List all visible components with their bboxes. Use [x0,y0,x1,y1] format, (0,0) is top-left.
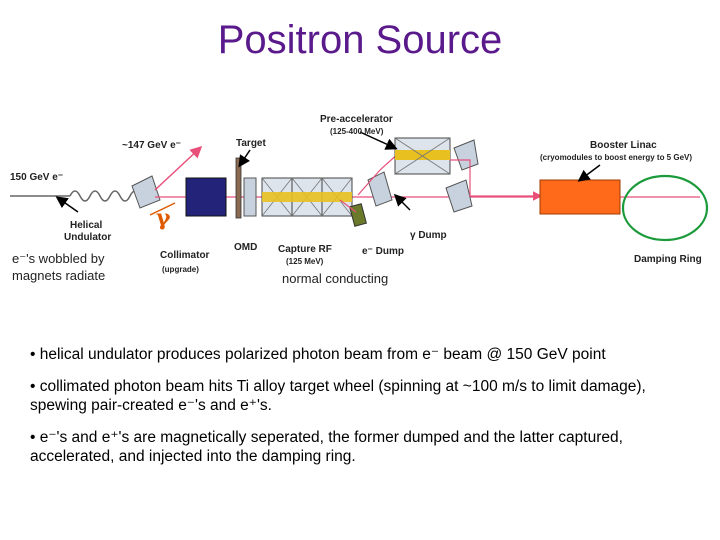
helical-undulator-label-1: Helical [70,220,103,231]
bend-magnet-1 [368,172,392,206]
spent-beam-label: ~147 GeV e⁻ [122,140,181,151]
target-wheel [236,158,241,218]
pre-accelerator-group [395,138,450,174]
target-label: Target [236,138,266,149]
collimator-note: (upgrade) [162,265,199,274]
target-pointer-arrow [240,150,250,165]
damping-ring [623,176,707,240]
note-left [12,250,105,284]
bullet-item: • e⁻'s and e⁺'s are magnetically seperated, the former dumped and the latter captured, accelerated, and injected into the damping ring. [30,429,623,465]
pre-accelerator-range-label: (125-400 MeV) [330,127,384,136]
e-dump-label: e⁻ Dump [362,246,404,257]
bullet-item: • helical undulator produces polarized photon beam from e⁻ beam @ 150 GeV point [30,346,606,363]
gamma-label: γ [156,205,171,231]
booster-linac-block [540,180,620,214]
booster-linac-note: (cryomodules to boost energy to 5 GeV) [540,153,693,162]
note-normal-conducting: normal conducting [282,271,389,286]
bullet-list [30,345,700,479]
capture-rf-freq-label: (125 MeV) [286,257,324,266]
note-left-line2: magnets radiate [12,268,106,283]
omd-block [244,178,256,216]
bend-magnet-2 [454,140,478,170]
pre-accelerator-label: Pre-accelerator [320,114,393,125]
gamma-dump-label: γ Dump [410,230,447,241]
undulator-magnet [132,176,160,208]
booster-linac-pointer [580,165,600,180]
gamma-dump-arrow [396,196,410,210]
helical-undulator-label-2: Undulator [64,232,112,243]
capture-rf-group [262,178,352,216]
collimator-block [186,178,226,216]
booster-linac-label: Booster Linac [590,140,657,151]
e-dump-block [350,204,367,226]
capture-rf-label: Capture RF [278,244,332,255]
note-left-line1: e⁻'s wobbled by [12,251,105,266]
bend-magnet-3 [446,180,472,212]
damping-ring-label: Damping Ring [634,254,702,265]
undulator-pointer-arrow [58,198,78,212]
omd-label: OMD [234,242,258,253]
collimator-label: Collimator [160,250,210,261]
beam-energy-label: 150 GeV e⁻ [10,172,64,183]
bullet-item: • collimated photon beam hits Ti alloy target wheel (spinning at ~100 m/s to limit damage), spewing pair-created e⁻'s and e⁺'s. [30,378,646,414]
page-title: Positron Source [217,18,503,62]
